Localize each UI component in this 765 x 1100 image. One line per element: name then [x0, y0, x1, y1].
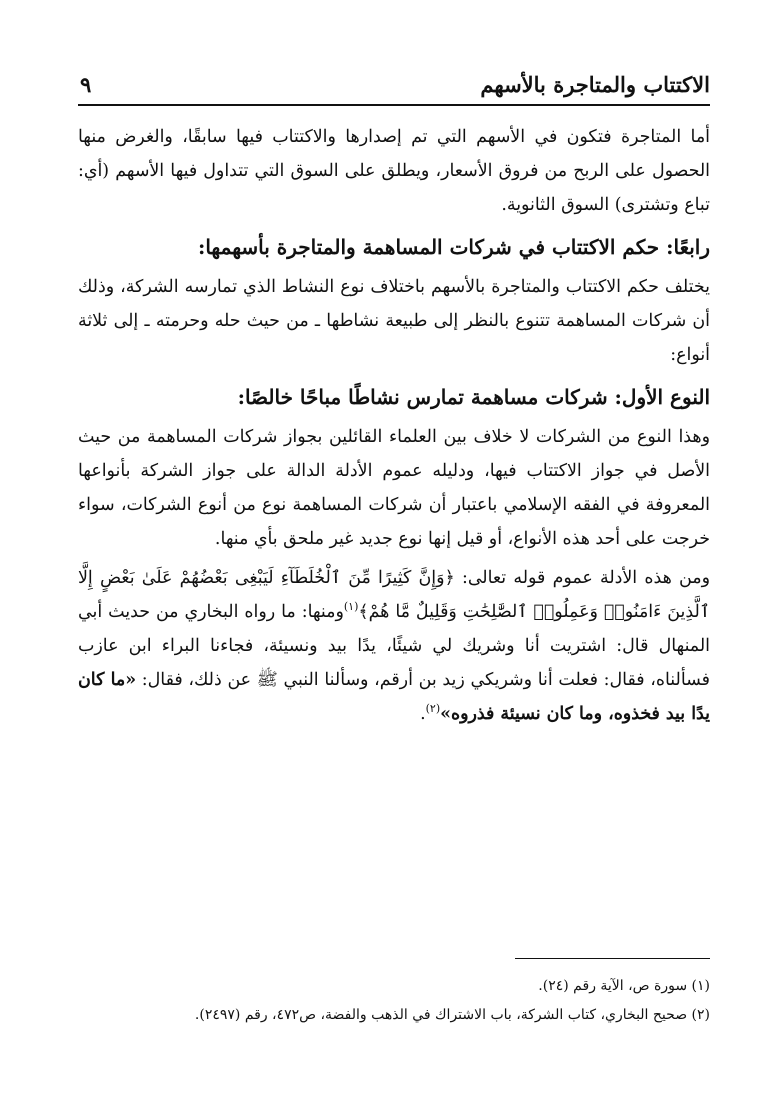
- page-number: ٩: [80, 72, 92, 97]
- paragraph-trading: أما المتاجرة فتكون في الأسهم التي تم إصدارها والاكتتاب فيها سابقًا، والغرض منها الحصول على الربح من فروق الأسعار، ويطلق على السوق التي تتداول فيها الأسهم (أي: تباع وتشترى) السوق الثانوية.: [78, 127, 710, 215]
- paragraph-type-one: وهذا النوع من الشركات لا خلاف بين العلماء القائلين بجواز شركات المساهمة من حيث الأصل في جواز الاكتتاب فيها، ودليله عموم الأدلة الدالة على جواز الشركة بأنواعها المعروفة في الفقه الإسلامي باعتبار أن شركات المساهمة نوع من أنوع الشركات، سواء خرجت على أحد هذه الأنواع، أو قيل إنها نوع جديد غير ملحق بأي منها.: [78, 427, 711, 549]
- page-body: [78, 120, 710, 731]
- running-header: [78, 70, 710, 106]
- footnote-1: (١) سورة ص، الآية رقم (٢٤).: [538, 978, 710, 994]
- footnotes: [78, 972, 710, 1030]
- hadith-text: «ما كان يدًا بيد فخذوه، وما كان نسيئة فذروه»: [78, 670, 710, 724]
- subheading-type-one: النوع الأول: شركات مساهمة تمارس نشاطًا مباحًا خالصًا:: [237, 385, 710, 409]
- footnote-ref-1[interactable]: (١): [343, 600, 359, 614]
- evidence-intro: ومن هذه الأدلة عموم قوله تعالى:: [454, 568, 710, 588]
- quran-verse: ﴿وَإِنَّ كَثِيرًا مِّنَ ٱلْخُلَطَآءِ لَيَبْغِى بَعْضُهُمْ عَلَىٰ بَعْضٍ إِلَّا ٱلَّذِينَ ءَامَنُوا۟ وَعَمِلُوا۟ ٱلصَّٰلِحَٰتِ وَقَلِيلٌ مَّا هُمْ﴾: [78, 568, 710, 622]
- paragraph-evidence: [78, 561, 710, 731]
- evidence-hadith-context: ومنها: ما رواه البخاري من حديث أبي المنهال قال: اشتريت أنا وشريك لي شيئًا، يدًا بيد ونسيئة، فجاءنا البراء ابن عازب فسألناه، فقال: فعلت أنا وشريكي زيد بن أرقم، وسألنا النبي ﷺ عن ذلك، فقال:: [78, 602, 710, 690]
- footnote-2: (٢) صحيح البخاري، كتاب الشركة، باب الاشتراك في الذهب والفضة، ص٤٧٢، رقم (٢٤٩٧).: [194, 1007, 710, 1023]
- paragraph-ruling-intro: يختلف حكم الاكتتاب والمتاجرة بالأسهم باختلاف نوع النشاط الذي تمارسه الشركة، وذلك أن شركات المساهمة تتنوع بالنظر إلى طبيعة نشاطها ـ من حيث حله وحرمته ـ إلى ثلاثة أنواع:: [78, 277, 710, 365]
- footnote-ref-2[interactable]: (٢): [425, 702, 441, 716]
- footnote-divider: [515, 958, 710, 959]
- section-heading-ruling: رابعًا: حكم الاكتتاب في شركات المساهمة والمتاجرة بأسهمها:: [197, 235, 710, 259]
- header-title: الاكتتاب والمتاجرة بالأسهم: [480, 72, 710, 97]
- paragraph-end-mark: .: [420, 704, 426, 724]
- book-page: [78, 70, 710, 1050]
